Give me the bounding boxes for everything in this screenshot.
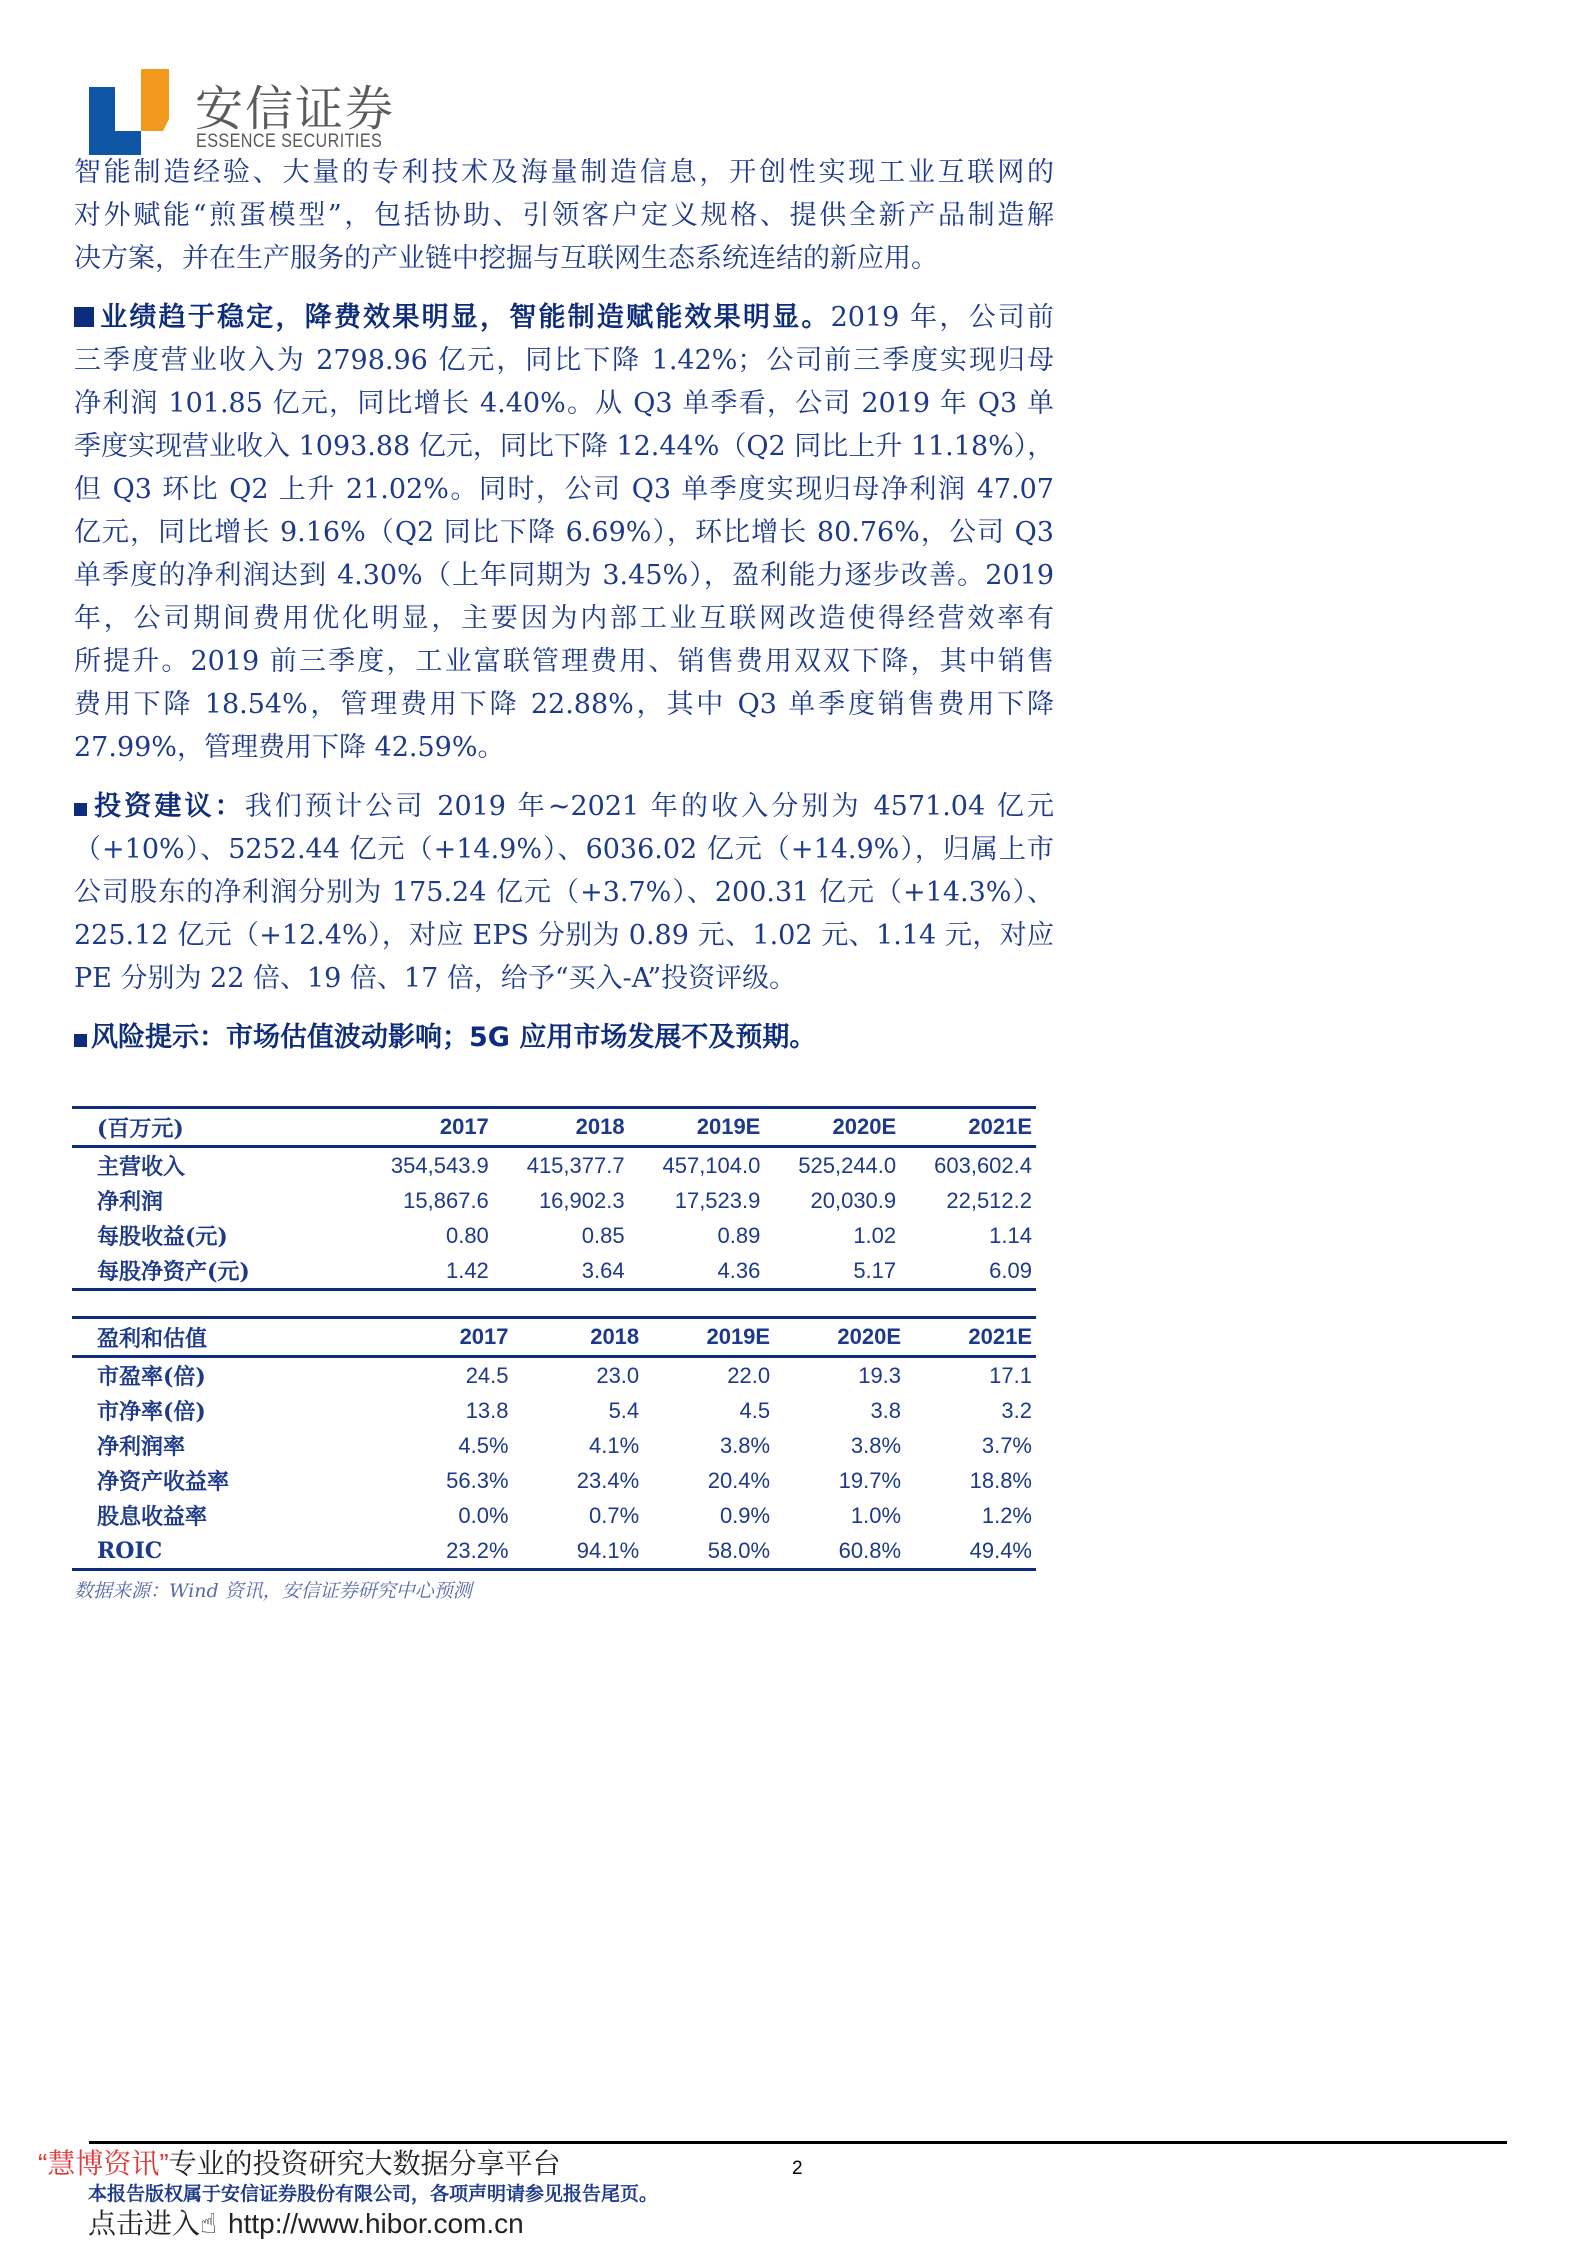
hibor-slogan: 专业的投资研究大数据分享平台 — [168, 2148, 561, 2179]
column-header: 2017 — [459, 1324, 509, 1349]
bullet-square-icon — [74, 803, 87, 816]
row-label: 净利润 — [97, 1189, 164, 1215]
valuation-table — [72, 1316, 1036, 1571]
copyright-text: 本报告版权属于安信证券股份有限公司， — [88, 2183, 431, 2205]
cell-value: 6.09 — [989, 1257, 1032, 1283]
table-row — [72, 1218, 1036, 1253]
row-label: 股息收益率 — [97, 1504, 208, 1530]
text-segment: 2019 年，公司前 — [830, 302, 1054, 333]
cell-value: 0.80 — [445, 1222, 489, 1248]
text-line: 225.12 亿元（+12.4%），对应 EPS 分别为 0.89 元、1.02 元、1.14 元，对应 — [74, 920, 1054, 951]
column-header: 2020E — [837, 1324, 902, 1349]
column-header: 2021E — [968, 1114, 1032, 1139]
column-header: 2017 — [439, 1114, 489, 1139]
cell-value: 0.89 — [717, 1222, 761, 1248]
column-header: 2018 — [575, 1114, 625, 1139]
text-line: 费用下降 18.54%，管理费用下降 22.88%，其中 Q3 单季度销售费用下降 — [74, 689, 1054, 720]
row-label: ROIC — [97, 1537, 163, 1564]
data-source-note: 数据来源：Wind 资讯，安信证券研究中心预测 — [74, 1580, 472, 1602]
cell-value: 56.3% — [446, 1467, 509, 1493]
footer-watermark — [38, 2147, 561, 2181]
bullet-square-icon — [74, 307, 94, 327]
cell-value: 4.36 — [717, 1257, 761, 1283]
cell-value: 17.1 — [989, 1362, 1032, 1388]
table-row — [72, 1463, 1036, 1498]
cell-value: 22,512.2 — [946, 1187, 1032, 1213]
text-line: PE 分别为 22 倍、19 倍、17 倍，给予“买入-A”投资评级。 — [74, 963, 797, 994]
hibor-link[interactable] — [88, 2207, 524, 2241]
cell-value: 58.0% — [707, 1537, 771, 1563]
text-line: 对外赋能“煎蛋模型”，包括协助、引领客户定义规格、提供全新产品制造解 — [74, 200, 1054, 231]
cell-value: 17,523.9 — [674, 1187, 761, 1213]
bullet-square-icon — [74, 1034, 87, 1047]
text-line: 所提升。2019 前三季度，工业富联管理费用、销售费用双双下降，其中销售 — [74, 646, 1054, 677]
column-header: 2020E — [832, 1114, 897, 1139]
cell-value: 60.8% — [838, 1537, 902, 1563]
table-row — [72, 1147, 1036, 1184]
cell-value: 1.14 — [989, 1222, 1032, 1248]
cell-value: 0.0% — [458, 1502, 509, 1528]
row-label: 市盈率(倍) — [97, 1364, 206, 1390]
cell-value: 525,244.0 — [798, 1152, 897, 1178]
table-row — [72, 1428, 1036, 1463]
cell-value: 415,377.7 — [526, 1152, 625, 1178]
cell-value: 13.8 — [465, 1397, 509, 1423]
text-line: 亿元，同比增长 9.16%（Q2 同比下降 6.69%），环比增长 80.76%，公司 Q3 — [74, 517, 1054, 548]
cell-value: 20,030.9 — [810, 1187, 897, 1213]
cell-value: 3.8 — [870, 1397, 902, 1423]
text-line: 单季度的净利润达到 4.30%（上年同期为 3.45%），盈利能力逐步改善。2019 — [74, 560, 1054, 591]
cell-value: 1.42 — [445, 1257, 489, 1283]
cell-value: 3.8% — [719, 1432, 771, 1458]
cell-value: 1.0% — [850, 1502, 902, 1528]
brand-name-cn: 安信证券 — [195, 81, 396, 137]
risk-text: 风险提示：市场估值波动影响；5G 应用市场发展不及预期。 — [91, 1022, 817, 1053]
column-header: (百万元) — [97, 1115, 184, 1142]
text-line: 净利润 101.85 亿元，同比增长 4.40%。从 Q3 单季看，公司 2019 年 Q3 单 — [74, 388, 1054, 419]
cell-value: 19.7% — [838, 1467, 902, 1493]
cell-value: 5.4 — [608, 1397, 640, 1423]
row-label: 净利润率 — [97, 1434, 186, 1460]
table-header-row — [72, 1108, 1036, 1147]
cell-value: 20.4% — [707, 1467, 771, 1493]
cell-value: 49.4% — [969, 1537, 1032, 1563]
table-row — [72, 1533, 1036, 1570]
cell-value: 3.64 — [581, 1257, 625, 1283]
cell-value: 5.17 — [853, 1257, 897, 1283]
text-line: 公司股东的净利润分别为 175.24 亿元（+3.7%）、200.31 亿元（+14.3%）、 — [74, 877, 1054, 908]
brand-name-en: ESSENCE SECURITIES — [196, 131, 383, 152]
cell-value: 23.2% — [446, 1537, 509, 1563]
investment-advice-paragraph — [74, 785, 1054, 1000]
page-number: 2 — [792, 2158, 803, 2179]
table-row — [72, 1498, 1036, 1533]
cell-value: 0.85 — [581, 1222, 625, 1248]
cell-value: 354,543.9 — [390, 1152, 489, 1178]
cell-value: 18.8% — [969, 1467, 1032, 1493]
hibor-url[interactable]: http://www.hibor.com.cn — [228, 2208, 524, 2239]
text-line: 年，公司期间费用优化明显，主要因为内部工业互联网改造使得经营效率有 — [74, 603, 1054, 634]
enter-label: 点击进入 — [88, 2208, 201, 2239]
cell-value: 94.1% — [576, 1537, 640, 1563]
cell-value: 19.3 — [858, 1362, 902, 1388]
text-line: 决方案，并在生产服务的产业链中挖掘与互联网生态系统连结的新应用。 — [74, 243, 938, 274]
essence-logo — [89, 69, 169, 155]
cell-value: 24.5 — [465, 1362, 509, 1388]
text-line: 三季度营业收入为 2798.96 亿元，同比下降 1.42%；公司前三季度实现归母 — [74, 345, 1054, 376]
hibor-brand: “慧博资讯” — [38, 2148, 169, 2179]
cell-value: 603,602.4 — [934, 1152, 1032, 1178]
row-label: 净资产收益率 — [97, 1469, 230, 1495]
cell-value: 1.02 — [853, 1222, 897, 1248]
table-row — [72, 1357, 1036, 1394]
text-line: （+10%）、5252.44 亿元（+14.9%）、6036.02 亿元（+14.9%），归属上市 — [74, 834, 1054, 865]
intro-paragraph — [74, 151, 1054, 280]
column-header: 盈利和估值 — [97, 1325, 208, 1352]
text-segment: 我们预计公司 2019 年~2021 年的收入分别为 4571.04 亿元 — [244, 791, 1054, 822]
column-header: 2019E — [696, 1114, 761, 1139]
text-line: 智能制造经验、大量的专利技术及海量制造信息，开创性实现工业互联网的 — [74, 157, 1054, 188]
cell-value: 4.5% — [458, 1432, 509, 1458]
table-row — [72, 1183, 1036, 1218]
paragraph-lead: 投资建议： — [91, 791, 245, 822]
table-header-row — [72, 1318, 1036, 1357]
column-header: 2019E — [706, 1324, 771, 1349]
row-label: 主营收入 — [97, 1154, 186, 1180]
cell-value: 4.5 — [739, 1397, 771, 1423]
text-line: 但 Q3 环比 Q2 上升 21.02%。同时，公司 Q3 单季度实现归母净利润 47.07 — [74, 474, 1054, 505]
cell-value: 15,867.6 — [403, 1187, 489, 1213]
row-label: 每股收益(元) — [97, 1224, 228, 1250]
column-header: 2021E — [968, 1324, 1032, 1349]
row-label: 每股净资产(元) — [97, 1259, 250, 1285]
hand-pointer-icon: ☝ — [200, 2208, 218, 2239]
performance-paragraph — [74, 296, 1054, 769]
cell-value: 22.0 — [727, 1362, 771, 1388]
paragraph-lead: 业绩趋于稳定，降费效果明显，智能制造赋能效果明显。 — [98, 302, 831, 333]
text-line: 季度实现营业收入 1093.88 亿元，同比下降 12.44%（Q2 同比上升 11.18%）， — [74, 431, 1054, 462]
footer-disclaimer — [88, 2182, 658, 2206]
cell-value: 3.2 — [1001, 1397, 1032, 1423]
financial-table — [72, 1106, 1036, 1291]
cell-value: 1.2% — [981, 1502, 1032, 1528]
table-row — [72, 1393, 1036, 1428]
risk-paragraph — [74, 1016, 1054, 1059]
row-label: 市净率(倍) — [97, 1399, 206, 1425]
cell-value: 0.7% — [589, 1502, 640, 1528]
text-line: 27.99%，管理费用下降 42.59%。 — [74, 732, 505, 763]
cell-value: 3.8% — [850, 1432, 902, 1458]
cell-value: 4.1% — [589, 1432, 640, 1458]
column-header: 2018 — [590, 1324, 640, 1349]
cell-value: 16,902.3 — [538, 1187, 625, 1213]
cell-value: 457,104.0 — [662, 1152, 761, 1178]
cell-value: 0.9% — [719, 1502, 771, 1528]
cell-value: 23.4% — [576, 1467, 640, 1493]
table-row — [72, 1253, 1036, 1290]
cell-value: 3.7% — [981, 1432, 1032, 1458]
footer-divider — [89, 2141, 1507, 2144]
cell-value: 23.0 — [596, 1362, 640, 1388]
disclaimer-notice: 各项声明请参见报告尾页。 — [430, 2183, 659, 2205]
